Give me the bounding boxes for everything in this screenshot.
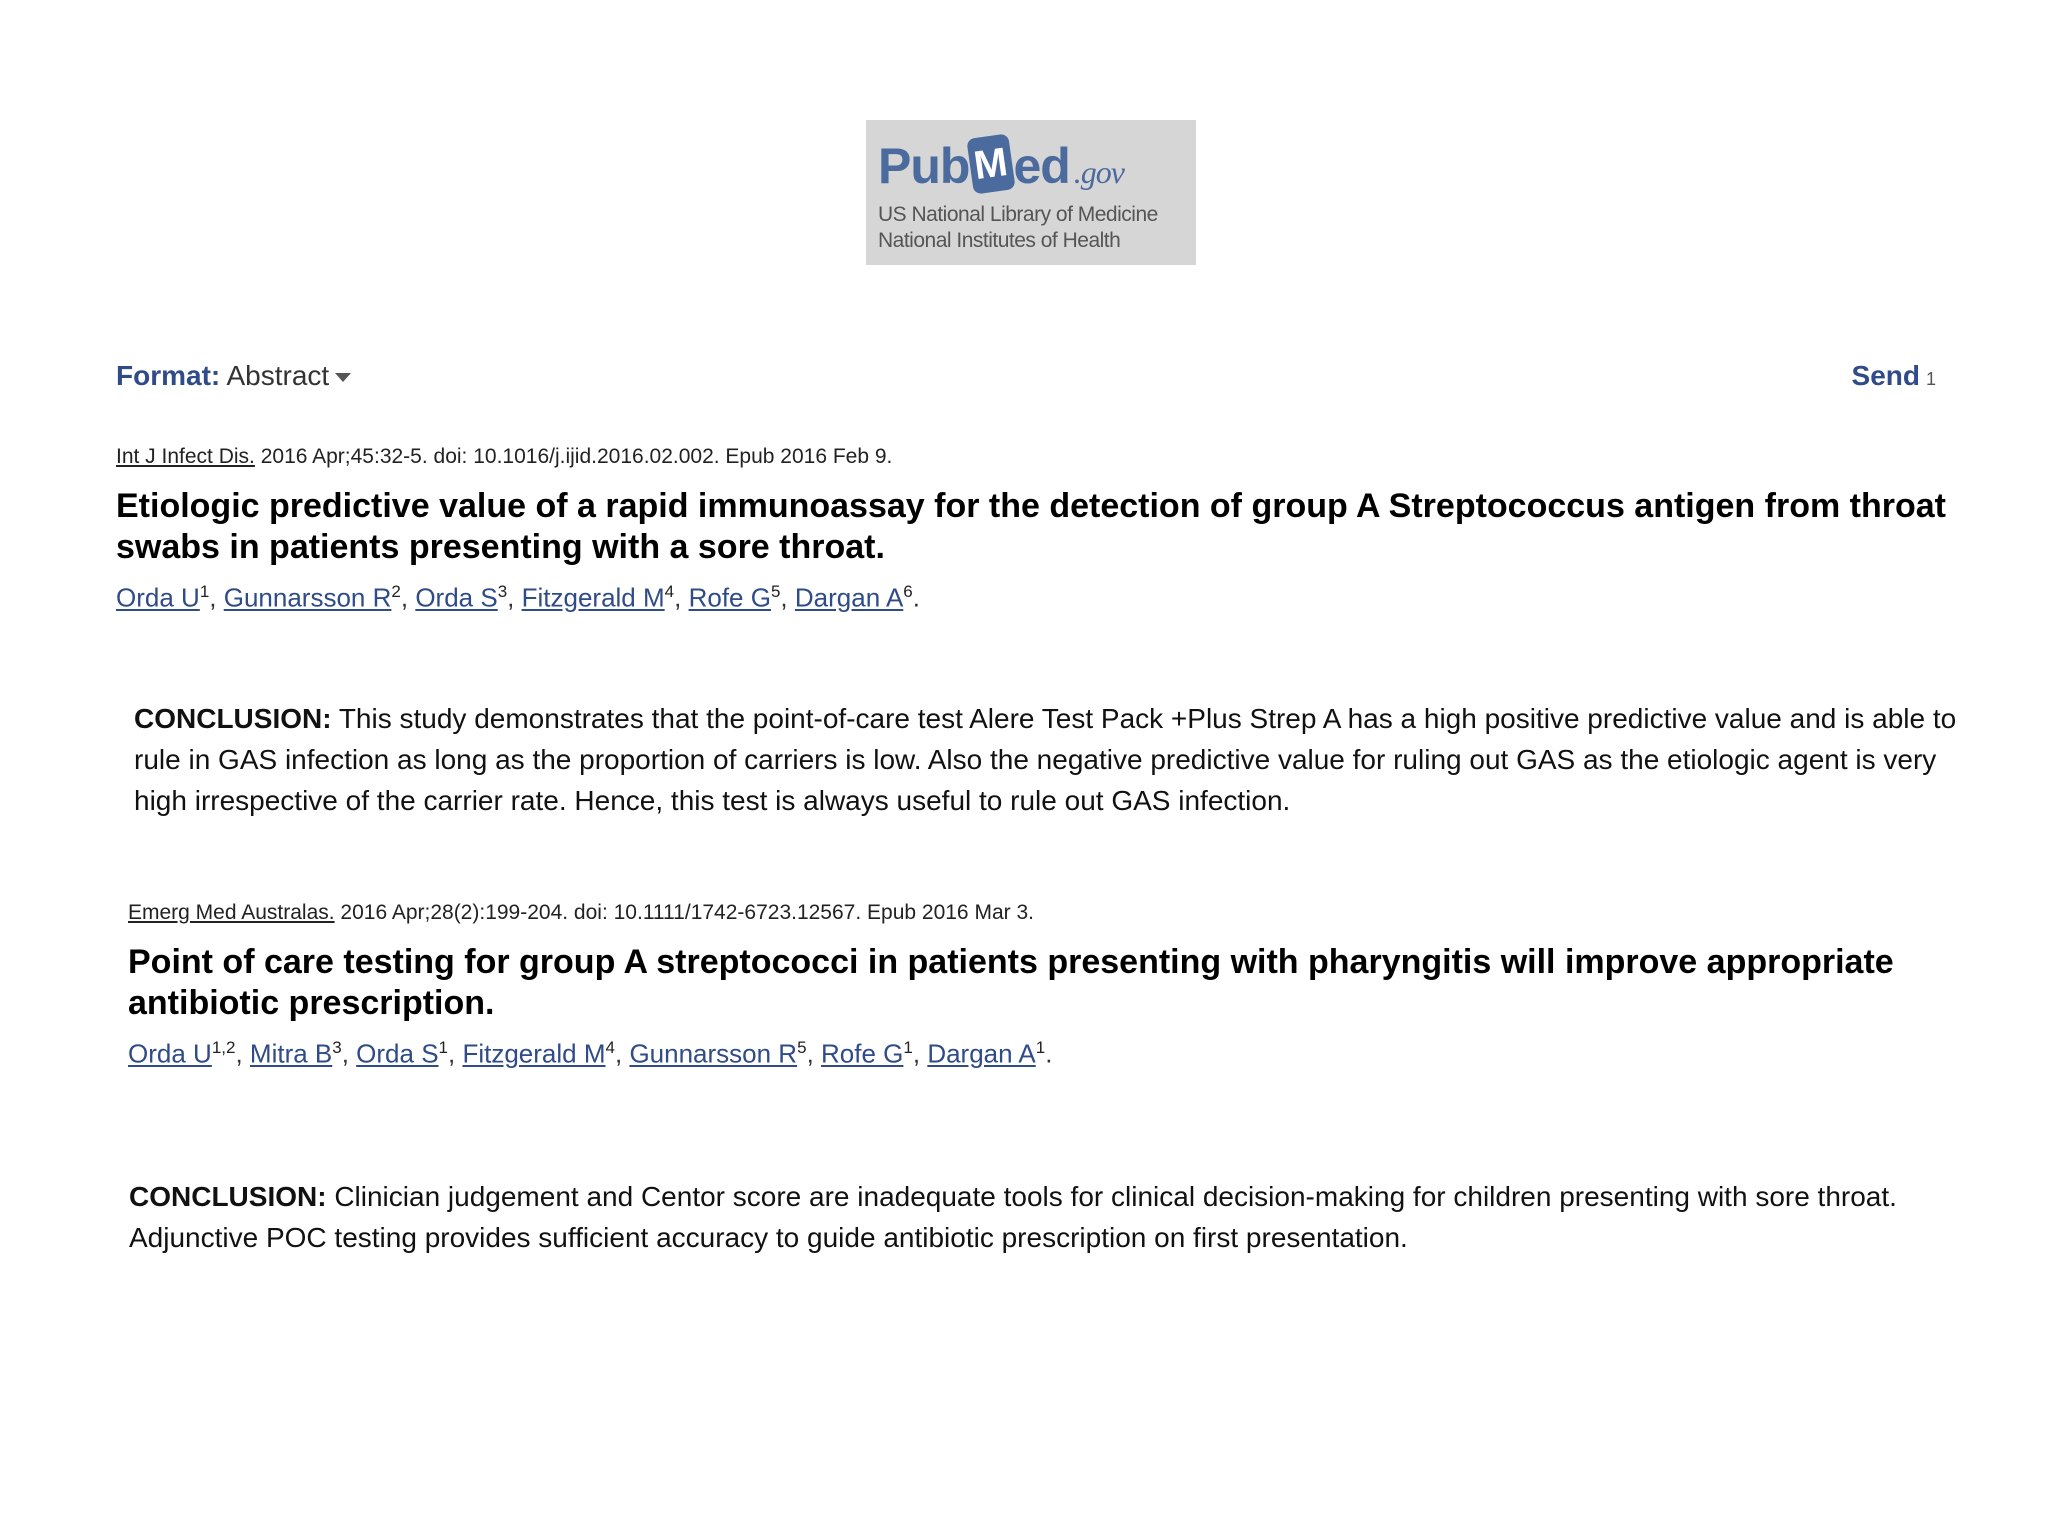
author-link[interactable]: Rofe G: [821, 1038, 904, 1069]
article-1: [116, 442, 1956, 616]
author-affiliation: 4: [664, 582, 675, 601]
logo-word-m: M: [971, 140, 1010, 189]
author-affiliation: 1,2: [211, 1038, 236, 1057]
author-affiliation: 1: [1035, 1038, 1046, 1057]
author-link[interactable]: Rofe G: [688, 582, 771, 613]
format-selector[interactable]: [116, 360, 351, 391]
logo-word-gov: .gov: [1073, 154, 1124, 190]
author-link[interactable]: Orda S: [415, 582, 498, 613]
author-affiliation: 4: [605, 1038, 615, 1057]
author-link[interactable]: Dargan A: [794, 582, 904, 613]
article-citation: [128, 898, 1948, 928]
author-affiliation: 3: [497, 582, 508, 601]
send-to-button[interactable]: [1852, 360, 1936, 392]
send-count: 1: [1925, 369, 1936, 389]
conclusion-text: This study demonstrates that the point-of-care test Alere Test Pack +Plus Strep A has a high positive predictive value and is able to rule in GAS infection as long as the proportion of carriers is low. Also the negative predictive value for ruling out GAS as the etiologic agent is very high irrespective of the carrier rate. Hence, this test is always useful to rule out GAS infection.: [134, 703, 1957, 816]
conclusion-label: CONCLUSION:: [134, 703, 332, 734]
format-value: Abstract: [226, 360, 330, 391]
citation-details: 2016 Apr;28(2):199-204. doi: 10.1111/1742-6723.12567. Epub 2016 Mar 3.: [334, 901, 1034, 924]
logo-subtitle-line2: National Institutes of Health: [878, 229, 1121, 252]
book-icon: [967, 133, 1016, 194]
article-title: Point of care testing for group A streptococci in patients presenting with pharyngitis will improve appropriate antibiotic prescription.: [128, 943, 1894, 1022]
author-link[interactable]: Gunnarsson R: [629, 1038, 798, 1069]
conclusion-text: Clinician judgement and Centor score are inadequate tools for clinical decision-making for children presenting with sore throat. Adjunctive POC testing provides sufficient accuracy to guide antibiotic prescription on first presentation.: [129, 1181, 1897, 1253]
article-1-conclusion: [134, 698, 1974, 821]
send-label: Send: [1851, 360, 1920, 391]
author-affiliation: 1: [903, 1038, 913, 1057]
logo-word-ed: ed: [1013, 138, 1070, 194]
author-link[interactable]: Orda S: [356, 1038, 439, 1069]
author-affiliation: 2: [391, 582, 401, 601]
author-affiliation: 1: [199, 582, 210, 601]
results-toolbar: [116, 360, 1936, 400]
author-link[interactable]: Orda U: [116, 582, 200, 613]
article-2: [128, 898, 1948, 1072]
author-list: Orda $U^1$, Gunnarsson $R^2$, Orda $S^3$, Fitzgerald $M^4$, Rofe $G^5$, Dargan $A^6$.: [116, 582, 920, 613]
chevron-down-icon: [335, 373, 351, 382]
author-affiliation: 3: [332, 1038, 342, 1057]
logo-subtitle-line1: US National Library of Medicine: [878, 203, 1158, 226]
author-affiliation: 1: [438, 1038, 449, 1057]
pubmed-wordmark: [878, 136, 1184, 196]
author-link[interactable]: Gunnarsson R: [223, 582, 392, 613]
author-link[interactable]: Dargan A: [927, 1038, 1036, 1069]
citation-details: 2016 Apr;45:32-5. doi: 10.1016/j.ijid.2016.02.002. Epub 2016 Feb 9.: [254, 445, 893, 468]
author-link[interactable]: Fitzgerald M: [462, 1038, 606, 1069]
author-affiliation: 6: [903, 582, 913, 601]
author-link[interactable]: Fitzgerald M: [521, 582, 665, 613]
logo-word-pub: Pub: [878, 138, 970, 194]
journal-link[interactable]: Int J Infect Dis.: [116, 445, 255, 468]
author-list: Orda U$^{1,2}$, Mitra $B^3$, Orda $S^1$, Fitzgerald $M^4$, Gunnarsson $R^5$, Rofe $G^1$, Dargan $A^1$.: [128, 1038, 1053, 1069]
author-link[interactable]: Orda U: [128, 1038, 212, 1069]
pubmed-logo[interactable]: [866, 120, 1196, 265]
author-affiliation: 5: [797, 1038, 807, 1057]
article-title: Etiologic predictive value of a rapid immunoassay for the detection of group A Streptococcus antigen from throat swabs in patients presenting with a sore throat.: [116, 487, 1946, 566]
conclusion-label: CONCLUSION:: [129, 1181, 327, 1212]
author-affiliation: 5: [770, 582, 781, 601]
article-citation: [116, 442, 1956, 472]
journal-link[interactable]: Emerg Med Australas.: [128, 901, 335, 924]
article-2-conclusion: [129, 1176, 1969, 1258]
author-link[interactable]: Mitra B: [249, 1038, 333, 1069]
format-label: Format:: [116, 360, 221, 391]
